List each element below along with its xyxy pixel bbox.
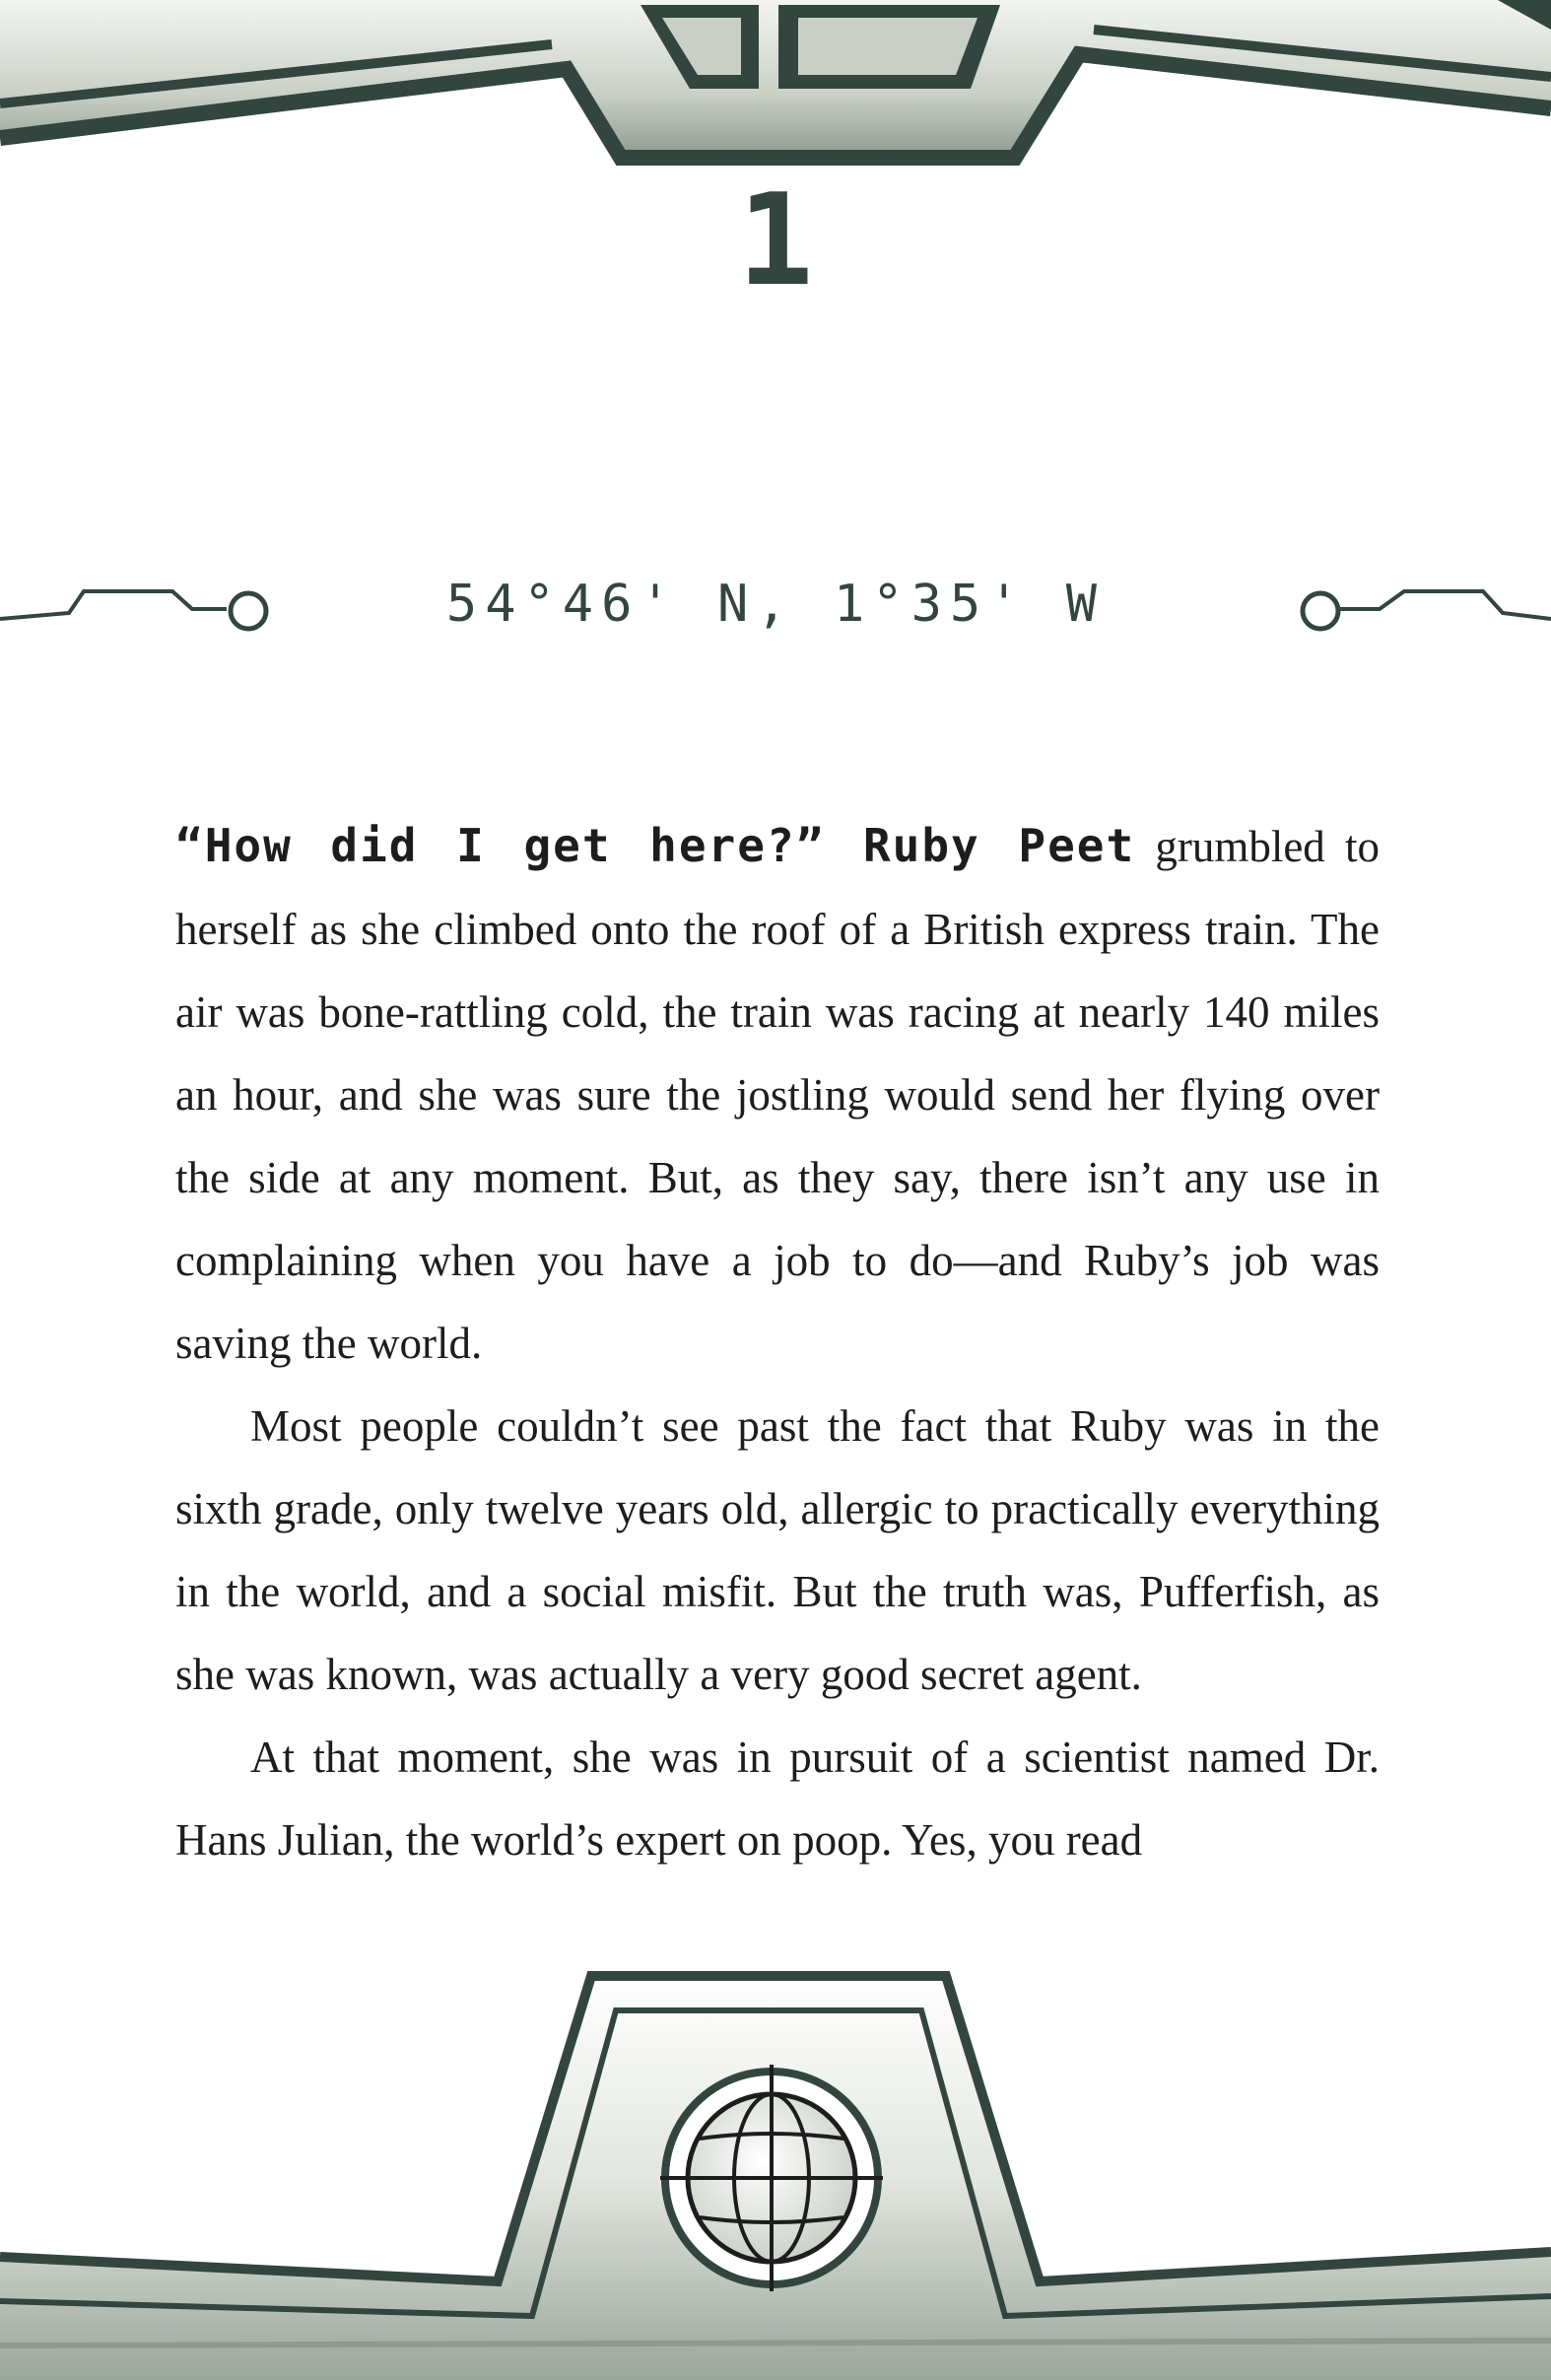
- paragraph-3: At that moment, she was in pursuit of a scientist named Dr. Hans Julian, the world’s expert on poop. Yes, you read: [175, 1733, 1380, 1865]
- bottom-frame-decoration: [0, 1956, 1551, 2380]
- chapter-body-text: [175, 804, 1380, 1881]
- paragraph-1: [175, 804, 1380, 1385]
- paragraph-2: Most people couldn’t see past the fact that Ruby was in the sixth grade, only twelve years old, allergic to practically everything in the world, and a social misfit. But the truth was, Pufferfish, as she was known, was actually a very good secret agent.: [175, 1401, 1380, 1699]
- location-coordinates: 54°46' N, 1°35' W: [445, 575, 1106, 634]
- opening-words: “How did I get here?” Ruby Peet: [175, 819, 1136, 872]
- top-frame-decoration: [0, 0, 1551, 172]
- chapter-number: 1: [737, 168, 814, 314]
- paragraph-1-text: grumbled to herself as she climbed onto the roof of a British express train. The air was bone-rattling cold, the train was racing at nearly 140 miles an hour, and she was sure the jostling would send her flying over the side at any moment. But, as they say, there isn’t any use in complaining when you have a job to do—and Ruby’s job was saving the world.: [175, 822, 1380, 1368]
